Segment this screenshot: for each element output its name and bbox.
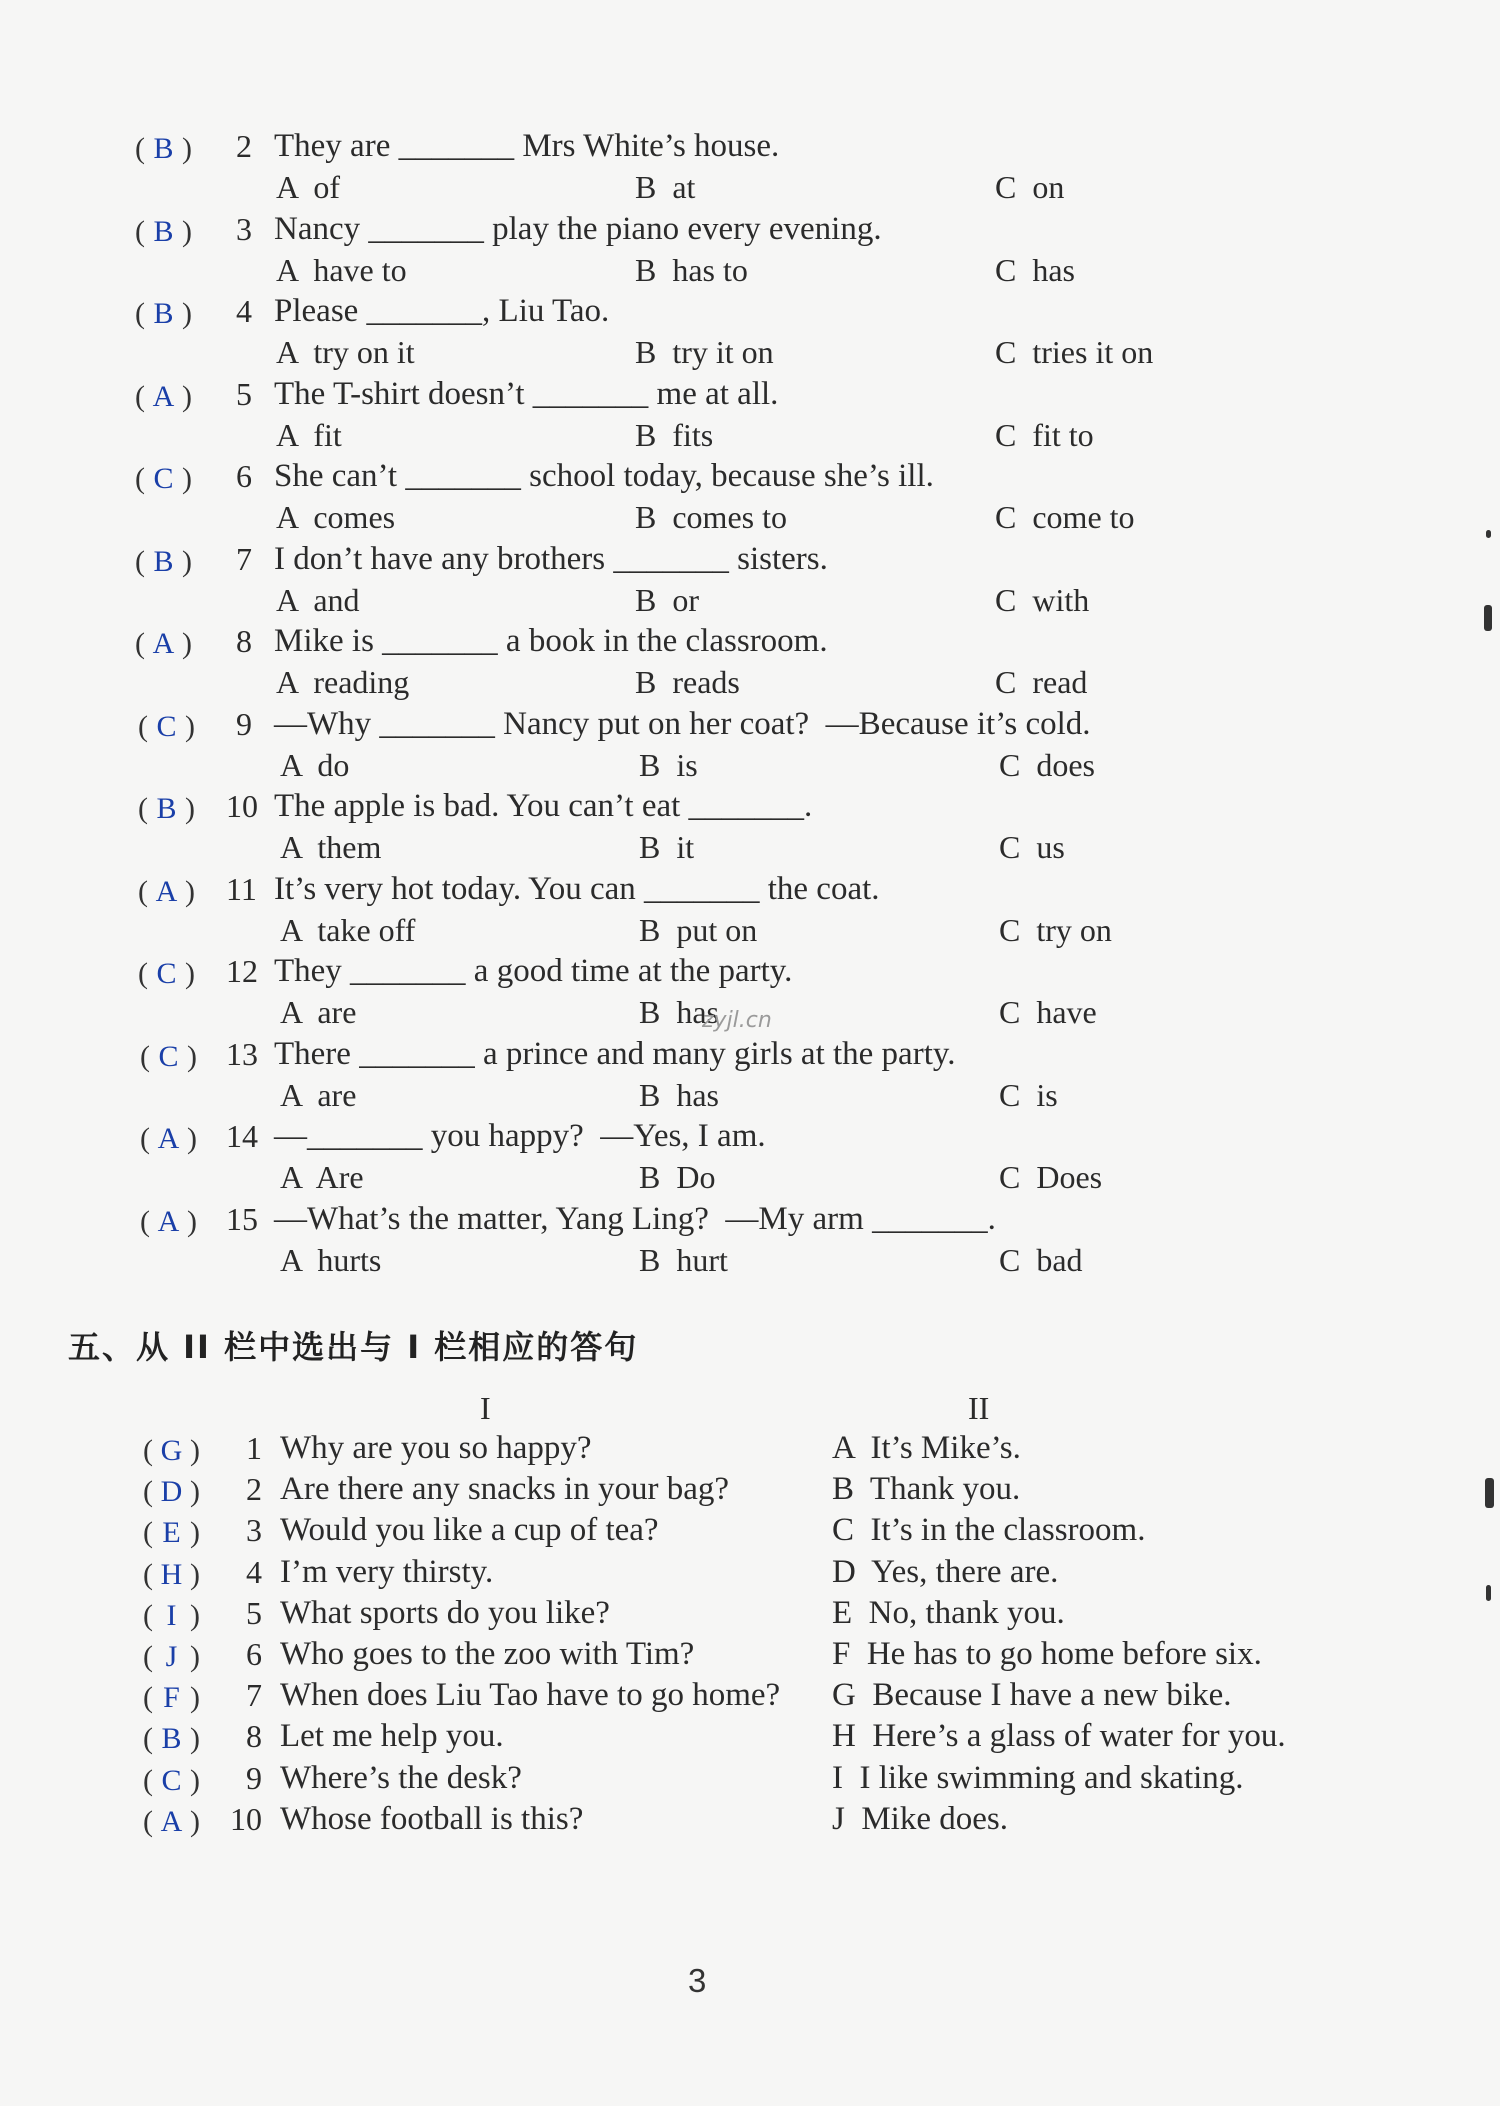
question-number: 8 xyxy=(236,623,252,659)
answer-bracket: ( B ) xyxy=(143,1722,200,1755)
option-b: B try it on xyxy=(635,334,774,370)
answer-letter: D xyxy=(160,1475,183,1508)
column-i-question: Who goes to the zoo with Tim? xyxy=(280,1636,695,1672)
column-i-question: Whose football is this? xyxy=(280,1801,584,1837)
option-b: B Do xyxy=(639,1159,716,1195)
answer-letter: J xyxy=(165,1640,178,1673)
option-c: C is xyxy=(999,1077,1058,1113)
column-i-question: What sports do you like? xyxy=(280,1595,610,1631)
option-c: C try on xyxy=(999,912,1112,948)
answer-bracket: ( I ) xyxy=(143,1599,200,1632)
option-c: C bad xyxy=(999,1242,1083,1278)
answer-letter: F xyxy=(163,1681,180,1714)
item-number: 8 xyxy=(246,1718,262,1754)
answer-letter: C xyxy=(156,710,177,743)
question-number: 15 xyxy=(226,1201,258,1237)
item-number: 2 xyxy=(246,1471,262,1507)
question-number: 14 xyxy=(226,1118,258,1154)
answer-letter: A xyxy=(155,875,178,908)
answer-bracket: ( C ) xyxy=(143,1764,200,1797)
question-text: The T-shirt doesn’t _______ me at all. xyxy=(274,376,779,412)
option-b: B is xyxy=(639,747,698,783)
option-a: A do xyxy=(280,747,350,783)
column-ii-reply: C It’s in the classroom. xyxy=(832,1512,1146,1548)
answer-letter: C xyxy=(158,1040,179,1073)
question-text: There _______ a prince and many girls at the party. xyxy=(274,1036,956,1072)
question-number: 3 xyxy=(236,211,252,247)
answer-letter: C xyxy=(153,462,174,495)
question-number: 12 xyxy=(226,953,258,989)
answer-letter: C xyxy=(161,1764,182,1797)
question-text: It’s very hot today. You can _______ the coat. xyxy=(274,871,880,907)
answer-letter: B xyxy=(153,215,174,248)
answer-bracket: ( C ) xyxy=(138,957,195,990)
question-text: She can’t _______ school today, because she’s ill. xyxy=(274,458,934,494)
answer-bracket: ( F ) xyxy=(143,1681,200,1714)
column-i-question: Let me help you. xyxy=(280,1718,504,1754)
question-text: They _______ a good time at the party. xyxy=(274,953,793,989)
option-a: A them xyxy=(280,829,382,865)
option-b: B fits xyxy=(635,417,714,453)
question-text: The apple is bad. You can’t eat _______. xyxy=(274,788,813,824)
question-text: —_______ you happy? —Yes, I am. xyxy=(274,1118,766,1154)
answer-bracket: ( A ) xyxy=(135,380,192,413)
option-c: C with xyxy=(995,582,1090,618)
answer-bracket: ( A ) xyxy=(140,1122,197,1155)
item-number: 10 xyxy=(230,1801,262,1837)
option-a: A comes xyxy=(276,499,396,535)
option-c: C read xyxy=(995,664,1088,700)
column-i-question: I’m very thirsty. xyxy=(280,1554,494,1590)
option-a: A hurts xyxy=(280,1242,382,1278)
answer-letter: C xyxy=(156,957,177,990)
option-b: B hurt xyxy=(639,1242,728,1278)
column-ii-reply: E No, thank you. xyxy=(832,1595,1065,1631)
scan-speck xyxy=(1485,1478,1494,1508)
column-i-question: Why are you so happy? xyxy=(280,1430,592,1466)
item-number: 3 xyxy=(246,1512,262,1548)
answer-bracket: ( E ) xyxy=(143,1516,200,1549)
answer-letter: B xyxy=(153,132,174,165)
option-c: C us xyxy=(999,829,1065,865)
answer-bracket: ( B ) xyxy=(138,792,195,825)
option-a: A take off xyxy=(280,912,416,948)
answer-bracket: ( C ) xyxy=(140,1040,197,1073)
column-ii-header: II xyxy=(968,1390,990,1426)
question-number: 5 xyxy=(236,376,252,412)
question-number: 11 xyxy=(226,871,257,907)
column-ii-reply: I I like swimming and skating. xyxy=(832,1760,1244,1796)
option-a: A Are xyxy=(280,1159,364,1195)
answer-bracket: ( A ) xyxy=(135,627,192,660)
item-number: 4 xyxy=(246,1554,262,1590)
item-number: 6 xyxy=(246,1636,262,1672)
answer-bracket: ( C ) xyxy=(135,462,192,495)
option-c: C fit to xyxy=(995,417,1094,453)
question-number: 7 xyxy=(236,541,252,577)
answer-letter: A xyxy=(160,1805,183,1838)
question-text: Please _______, Liu Tao. xyxy=(274,293,610,329)
answer-bracket: ( G ) xyxy=(143,1434,200,1467)
option-a: A fit xyxy=(276,417,342,453)
option-b: B at xyxy=(635,169,696,205)
item-number: 1 xyxy=(246,1430,262,1466)
column-i-question: When does Liu Tao have to go home? xyxy=(280,1677,781,1713)
column-i-question: Where’s the desk? xyxy=(280,1760,522,1796)
answer-bracket: ( D ) xyxy=(143,1475,200,1508)
item-number: 7 xyxy=(246,1677,262,1713)
option-b: B reads xyxy=(635,664,740,700)
answer-letter: B xyxy=(156,792,177,825)
column-ii-reply: G Because I have a new bike. xyxy=(832,1677,1232,1713)
option-a: A are xyxy=(280,1077,357,1113)
scan-speck xyxy=(1486,1585,1491,1601)
option-b: B put on xyxy=(639,912,758,948)
column-ii-reply: F He has to go home before six. xyxy=(832,1636,1262,1672)
scan-speck xyxy=(1486,530,1491,538)
option-b: B it xyxy=(639,829,695,865)
answer-bracket: ( A ) xyxy=(140,1205,197,1238)
column-ii-reply: B Thank you. xyxy=(832,1471,1021,1507)
option-c: C come to xyxy=(995,499,1135,535)
option-a: A of xyxy=(276,169,340,205)
option-c: C on xyxy=(995,169,1065,205)
answer-bracket: ( B ) xyxy=(135,215,192,248)
option-c: C tries it on xyxy=(995,334,1154,370)
answer-letter: B xyxy=(161,1722,182,1755)
answer-bracket: ( B ) xyxy=(135,297,192,330)
column-i-question: Are there any snacks in your bag? xyxy=(280,1471,729,1507)
item-number: 5 xyxy=(246,1595,262,1631)
scan-speck xyxy=(1484,605,1492,631)
question-text: —What’s the matter, Yang Ling? —My arm _______. xyxy=(274,1201,996,1237)
answer-letter: A xyxy=(152,380,175,413)
page-number: 3 xyxy=(688,1962,707,1999)
answer-letter: A xyxy=(152,627,175,660)
option-c: C Does xyxy=(999,1159,1103,1195)
answer-letter: A xyxy=(157,1205,180,1238)
option-a: A try on it xyxy=(276,334,415,370)
answer-bracket: ( B ) xyxy=(135,132,192,165)
column-ii-reply: A It’s Mike’s. xyxy=(832,1430,1021,1466)
option-b: B or xyxy=(635,582,699,618)
question-number: 10 xyxy=(226,788,258,824)
question-text: Mike is _______ a book in the classroom. xyxy=(274,623,828,659)
column-ii-reply: H Here’s a glass of water for you. xyxy=(832,1718,1286,1754)
option-a: A have to xyxy=(276,252,407,288)
option-c: C have xyxy=(999,994,1097,1030)
answer-letter: I xyxy=(166,1599,177,1632)
answer-letter: G xyxy=(160,1434,183,1467)
question-number: 6 xyxy=(236,458,252,494)
option-c: C has xyxy=(995,252,1075,288)
question-number: 4 xyxy=(236,293,252,329)
answer-bracket: ( H ) xyxy=(143,1558,200,1591)
question-text: —Why _______ Nancy put on her coat? —Because it’s cold. xyxy=(274,706,1091,742)
answer-letter: A xyxy=(157,1122,180,1155)
answer-letter: B xyxy=(153,297,174,330)
option-a: A reading xyxy=(276,664,410,700)
option-a: A and xyxy=(276,582,360,618)
option-b: B has xyxy=(639,994,719,1030)
question-text: I don’t have any brothers _______ sisters. xyxy=(274,541,828,577)
answer-bracket: ( A ) xyxy=(138,875,195,908)
answer-letter: B xyxy=(153,545,174,578)
answer-letter: H xyxy=(160,1558,183,1591)
column-ii-reply: D Yes, there are. xyxy=(832,1554,1059,1590)
question-number: 13 xyxy=(226,1036,258,1072)
column-ii-reply: J Mike does. xyxy=(832,1801,1008,1837)
answer-bracket: ( B ) xyxy=(135,545,192,578)
option-c: C does xyxy=(999,747,1095,783)
answer-bracket: ( J ) xyxy=(143,1640,200,1673)
answer-letter: E xyxy=(162,1516,181,1549)
watermark: zyjl.cn xyxy=(702,1008,772,1033)
question-number: 2 xyxy=(236,128,252,164)
question-text: Nancy _______ play the piano every evening. xyxy=(274,211,882,247)
question-number: 9 xyxy=(236,706,252,742)
answer-bracket: ( C ) xyxy=(138,710,195,743)
item-number: 9 xyxy=(246,1760,262,1796)
option-a: A are xyxy=(280,994,357,1030)
question-text: They are _______ Mrs White’s house. xyxy=(274,128,780,164)
option-b: B has to xyxy=(635,252,748,288)
answer-bracket: ( A ) xyxy=(143,1805,200,1838)
section-five-heading: 五、从 II 栏中选出与 I 栏相应的答句 xyxy=(68,1328,639,1366)
column-i-header: I xyxy=(480,1390,491,1426)
column-i-question: Would you like a cup of tea? xyxy=(280,1512,659,1548)
option-b: B comes to xyxy=(635,499,787,535)
option-b: B has xyxy=(639,1077,719,1113)
